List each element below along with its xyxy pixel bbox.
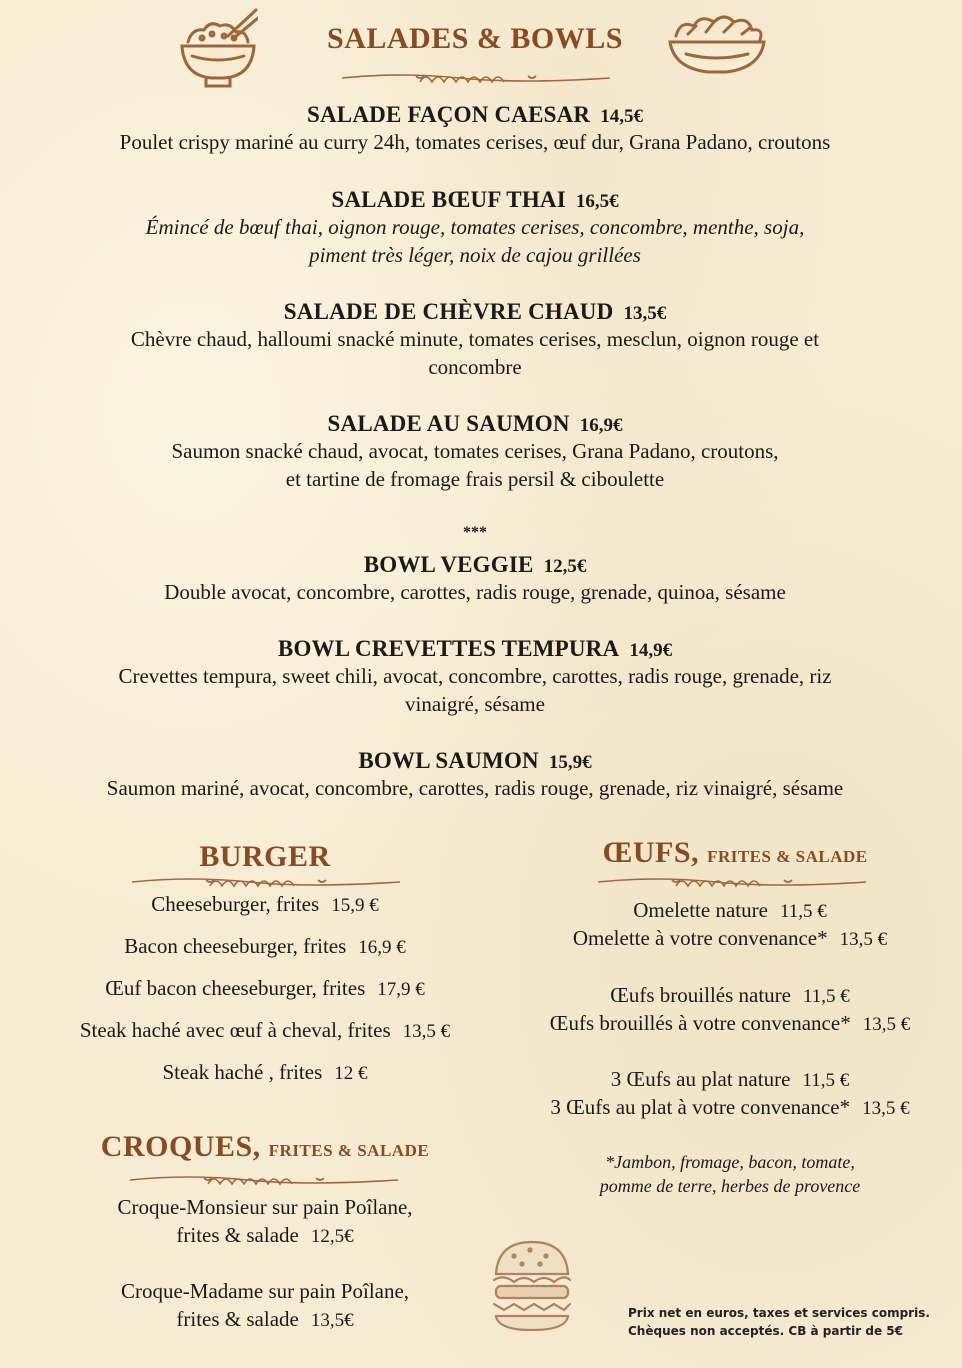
burger-icon xyxy=(490,1238,574,1334)
item-price: 13,5 € xyxy=(839,929,888,950)
oeufs-subheading: FRITES & SALADE xyxy=(707,847,868,866)
ornament-divider xyxy=(596,872,868,892)
item-price: 14,9€ xyxy=(629,640,673,661)
item-name: BOWL CREVETTES TEMPURA xyxy=(277,636,620,661)
item-name: Bacon cheeseburger, frites xyxy=(124,934,347,958)
burger-item xyxy=(0,890,530,920)
item-price: 13,5 € xyxy=(402,1021,451,1042)
item-description: Crevettes tempura, sweet chili, avocat, concombre, carottes, radis rouge, grenade, riz xyxy=(118,664,832,688)
footer-line: Chèques non acceptés. CB à partir de 5€ xyxy=(628,1324,903,1338)
ornament-divider xyxy=(340,68,612,88)
ornament-divider xyxy=(128,1170,400,1190)
croque-item xyxy=(0,1277,530,1335)
item-name: Croque-Monsieur sur pain Poîlane, xyxy=(117,1195,413,1219)
oeufs-footnote xyxy=(540,1150,920,1198)
section-title-croques xyxy=(60,1130,470,1164)
menu-item-salade-boeuf-thai xyxy=(0,187,950,269)
salad-bowl-icon xyxy=(666,12,768,78)
burger-item xyxy=(0,932,530,962)
item-description: Saumon mariné, avocat, concombre, carottes, radis rouge, grenade, riz vinaigré, sésame xyxy=(106,776,844,800)
item-name: SALADE BŒUF THAI xyxy=(331,187,566,212)
item-price: 11,5 € xyxy=(779,901,827,922)
oeufs-heading: ŒUFS, xyxy=(602,836,700,869)
item-name: Steak haché avec œuf à cheval, frites xyxy=(79,1018,391,1042)
item-price: 15,9 € xyxy=(331,895,379,916)
croque-item xyxy=(0,1193,530,1251)
oeufs-item xyxy=(500,981,960,1011)
item-price: 13,5 € xyxy=(862,1098,910,1119)
menu-item-bowl-saumon xyxy=(0,748,950,802)
item-price: 16,9 € xyxy=(358,937,406,958)
item-name: SALADE AU SAUMON xyxy=(327,411,570,436)
item-name: Croque-Madame sur pain Poîlane, xyxy=(120,1279,410,1303)
menu-item-bowl-crevettes xyxy=(0,636,950,718)
item-description: Saumon snacké chaud, avocat, tomates cerises, Grana Padano, croutons, xyxy=(171,439,779,463)
footer-line: Prix net en euros, taxes et services compris. xyxy=(628,1306,930,1320)
section-title-oeufs xyxy=(540,836,930,870)
item-name: Omelette nature xyxy=(633,898,768,922)
item-price: 16,9€ xyxy=(579,415,623,436)
oeufs-item xyxy=(500,1065,960,1095)
footnote-line: pomme de terre, herbes de provence xyxy=(599,1176,861,1196)
item-description: vinaigré, sésame xyxy=(405,692,545,716)
item-price: 13,5€ xyxy=(310,1310,354,1331)
oeufs-item xyxy=(500,1093,960,1123)
item-name: Omelette à votre convenance* xyxy=(572,926,828,950)
oeufs-item xyxy=(500,896,960,926)
footnote-line: *Jambon, fromage, bacon, tomate, xyxy=(605,1152,855,1172)
item-description: et tartine de fromage frais persil & ciboulette xyxy=(285,467,665,491)
item-name: SALADE DE CHÈVRE CHAUD xyxy=(283,299,614,324)
menu-item-bowl-veggie xyxy=(0,552,950,606)
burger-item xyxy=(0,1016,530,1046)
croques-heading: CROQUES, xyxy=(100,1130,261,1163)
item-name: Œuf bacon cheeseburger, frites xyxy=(105,976,366,1000)
item-price: 15,9€ xyxy=(548,752,592,773)
burger-item xyxy=(0,974,530,1004)
menu-item-salade-caesar xyxy=(0,102,950,156)
item-price: 14,5€ xyxy=(600,106,643,127)
oeufs-item xyxy=(500,924,960,954)
item-price: 16,5€ xyxy=(575,191,619,212)
item-name: SALADE FAÇON CAESAR xyxy=(307,102,591,127)
item-name: 3 Œufs au plat nature xyxy=(610,1067,791,1091)
croques-subheading: FRITES & SALADE xyxy=(268,1141,430,1160)
item-name-line2: frites & salade xyxy=(176,1223,299,1247)
bowl-chopsticks-icon xyxy=(178,6,258,90)
item-name: BOWL SAUMON xyxy=(358,748,539,773)
section-separator: *** xyxy=(463,524,487,541)
footer-legal xyxy=(628,1304,948,1340)
oeufs-item xyxy=(500,1009,960,1039)
item-name-line2: frites & salade xyxy=(176,1307,299,1331)
item-description: Émincé de bœuf thai, oignon rouge, tomates cerises, concombre, menthe, soja, xyxy=(145,215,805,239)
item-name: 3 Œufs au plat à votre convenance* xyxy=(550,1095,851,1119)
item-price: 12 € xyxy=(334,1063,368,1084)
item-description: Chèvre chaud, halloumi snacké minute, tomates cerises, mesclun, oignon rouge et xyxy=(130,327,820,351)
item-price: 12,5€ xyxy=(543,556,587,577)
item-name: Cheeseburger, frites xyxy=(151,892,320,916)
item-name: Œufs brouillés nature xyxy=(610,983,791,1007)
item-price: 12,5€ xyxy=(310,1226,354,1247)
item-name: Œufs brouillés à votre convenance* xyxy=(549,1011,851,1035)
section-title-burger: BURGER xyxy=(199,840,331,873)
item-description: Poulet crispy mariné au curry 24h, tomates cerises, œuf dur, Grana Padano, croutons xyxy=(119,130,831,154)
ornament-divider xyxy=(130,872,402,892)
item-price: 17,9 € xyxy=(377,979,425,1000)
burger-item xyxy=(0,1058,530,1088)
menu-item-salade-saumon xyxy=(0,411,950,493)
item-name: BOWL VEGGIE xyxy=(363,552,534,577)
item-name: Steak haché , frites xyxy=(162,1060,323,1084)
item-description: piment très léger, noix de cajou grillées xyxy=(309,243,641,267)
section-title-salades: SALADES & BOWLS xyxy=(327,22,623,55)
item-description: Double avocat, concombre, carottes, radis rouge, grenade, quinoa, sésame xyxy=(164,580,786,604)
item-price: 11,5 € xyxy=(802,1070,850,1091)
item-price: 11,5 € xyxy=(803,986,850,1007)
menu-item-salade-chevre xyxy=(0,299,950,381)
item-price: 13,5 € xyxy=(862,1014,911,1035)
item-price: 13,5€ xyxy=(623,303,667,324)
item-description: concombre xyxy=(428,355,522,379)
